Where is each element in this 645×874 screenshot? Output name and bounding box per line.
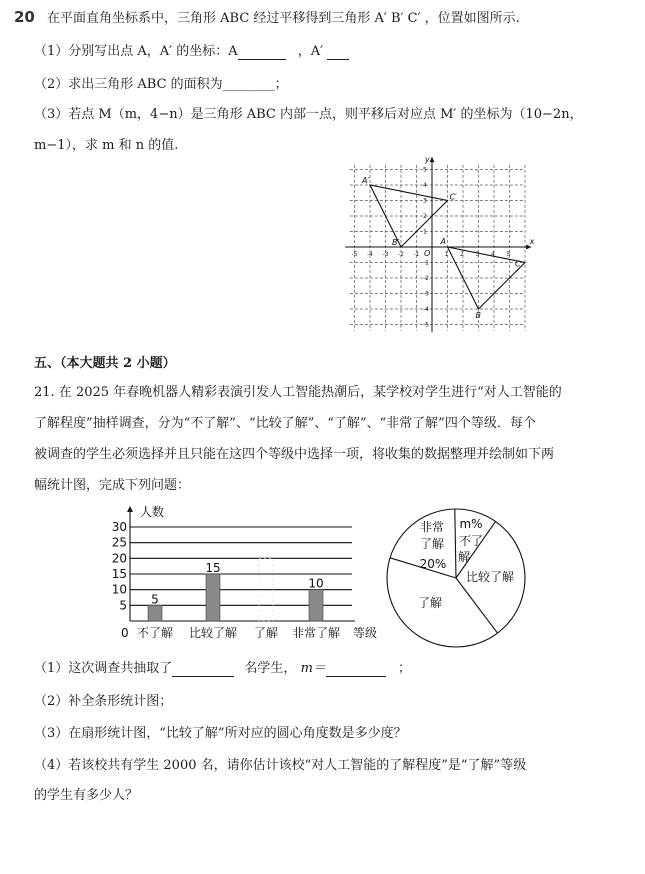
y-tick-label: -3 [423,290,429,298]
category-label: 比较了解 [188,626,238,640]
part1-sep: ，A′ [297,44,324,59]
y-tick-label: 15 [111,567,127,581]
q21-part1 [34,661,411,677]
answer-blank-m[interactable] [326,663,386,677]
label-a: A [440,237,446,246]
bar-chart [112,500,384,645]
y-tick-label: 25 [111,535,127,550]
pie-chart [384,505,530,650]
x-tick-label: -3 [382,251,389,258]
slice-divider [455,509,456,578]
slice-label-none: 解 [457,550,471,564]
label-b1: B′ [392,238,400,247]
bar-value-label: 10 [308,576,324,591]
q20-part2: （2）求出三角形 ABC 的面积为________； [34,77,288,92]
origin-label: 0 [121,626,129,640]
bar [309,590,323,621]
label-a1: A′ [362,176,370,185]
x-tick-label: -4 [367,251,373,258]
x-tick-label: 4 [491,251,495,258]
x-tick-label: 5 [506,251,511,258]
slice-label-fairly: 比较了解 [465,570,515,584]
coordinate-grid [343,155,533,340]
y-tick-label: 2 [423,213,427,220]
y-tick-label: 4 [423,182,427,189]
q21-stem-line3: 被调查的学生必须选择并且只能在这四个等级中选择一项，将收集的数据整理并绘制如下两 [34,447,555,462]
y-axis-arrow [127,506,133,512]
origin-label: O [424,249,431,258]
q20-part3-line2: m−1），求 m 和 n 的值. [34,138,179,153]
x-tick-label: -1 [413,251,420,258]
y-tick-label: 5 [119,598,127,613]
y-tick-label: 5 [423,166,427,174]
q21-stem-line2: 了解程度”抽样调查，分为“不了解”、“比较了解”、“了解”、“非常了解”四个等级．每个 [34,416,536,431]
bar-value-label: 5 [151,592,159,607]
q20-part3-line1: （3）若点 M（m，4−n）是三角形 ABC 内部一点，则平移后对应点 M′ 的坐标为（10−2n， [34,107,583,122]
part1-text-b: 名学生， [244,661,297,676]
y-tick-label: -2 [423,275,429,282]
x-axis-label: x [529,237,535,246]
part1-text: （1）这次调查共抽取了 [34,661,173,676]
y-axis-label: y [425,155,430,165]
slice-percent-m: m% [459,517,483,531]
x-tick-label: -5 [351,251,358,258]
label-c: C [515,259,521,269]
part1-end: ； [398,661,412,676]
question-number: 20 [14,8,35,26]
question-text: 在平面直角坐标系中，三角形 ABC 经过平移得到三角形 A′ B′ C′ ，位置如图所示. [47,11,520,26]
y-tick-label: 1 [423,228,427,236]
category-label: 不了解 [136,626,174,640]
answer-blank-total[interactable] [172,663,234,677]
y-tick-label: 20 [111,551,127,566]
y-tick-label: -1 [423,259,429,267]
q21-stem-line4: 幅统计图，完成下列问题： [34,478,191,493]
section-title: 五、（本大题共 2 小题） [34,356,176,371]
slice-label-know: 了解 [417,596,443,610]
x-axis-label: 等级 [353,626,378,640]
question-20-stem [14,9,520,27]
x-tick-label: -2 [398,251,404,258]
q20-part1 [34,44,349,60]
y-tick-label: 3 [423,197,427,205]
y-tick-label: 30 [111,520,127,534]
part1-text: （1）分别写出点 A，A′ 的坐标：A [34,44,238,59]
y-tick-label: -5 [423,321,429,329]
slice-divider [456,578,498,633]
category-label: 了解 [253,626,279,640]
slice-label-very: 了解 [419,537,445,551]
slice-percent-very: 20% [419,557,447,571]
q21-stem-line1: 21. 在 2025 年春晚机器人精彩表演引发人工智能热潮后，某学校对学生进行“对人工智能的 [34,385,562,400]
x-tick-label: 2 [460,251,464,258]
y-axis-arrow [430,157,435,162]
answer-blank-A1[interactable] [327,46,349,60]
q21-part4-line1: （4）若该校共有学生 2000 名，请你估计该校“对人工智能的了解程度”是“了解”等级 [34,758,527,773]
category-label: 非常了解 [291,626,341,640]
x-tick-label: 3 [475,251,480,258]
label-c1: C′ [449,192,457,202]
bar-value-label: 15 [205,561,221,575]
q21-part4-line2: 的学生有多少人？ [34,788,139,803]
y-tick-label: 10 [111,582,127,597]
bar [206,574,220,621]
q21-part3: （3）在扇形统计图，“比较了解”所对应的圆心角度数是多少度？ [34,726,407,741]
slice-label-very: 非常 [419,520,445,534]
q21-part2: （2）补全条形统计图； [34,694,173,709]
label-b: B [475,311,481,320]
x-tick-label: 1 [444,251,449,258]
y-tick-label: -4 [423,306,429,313]
answer-blank-A[interactable] [238,46,286,60]
y-axis-label: 人数 [140,505,165,519]
part1-m: m＝ [300,661,326,676]
bar [148,605,162,621]
slice-label-none: 不了 [458,534,484,548]
